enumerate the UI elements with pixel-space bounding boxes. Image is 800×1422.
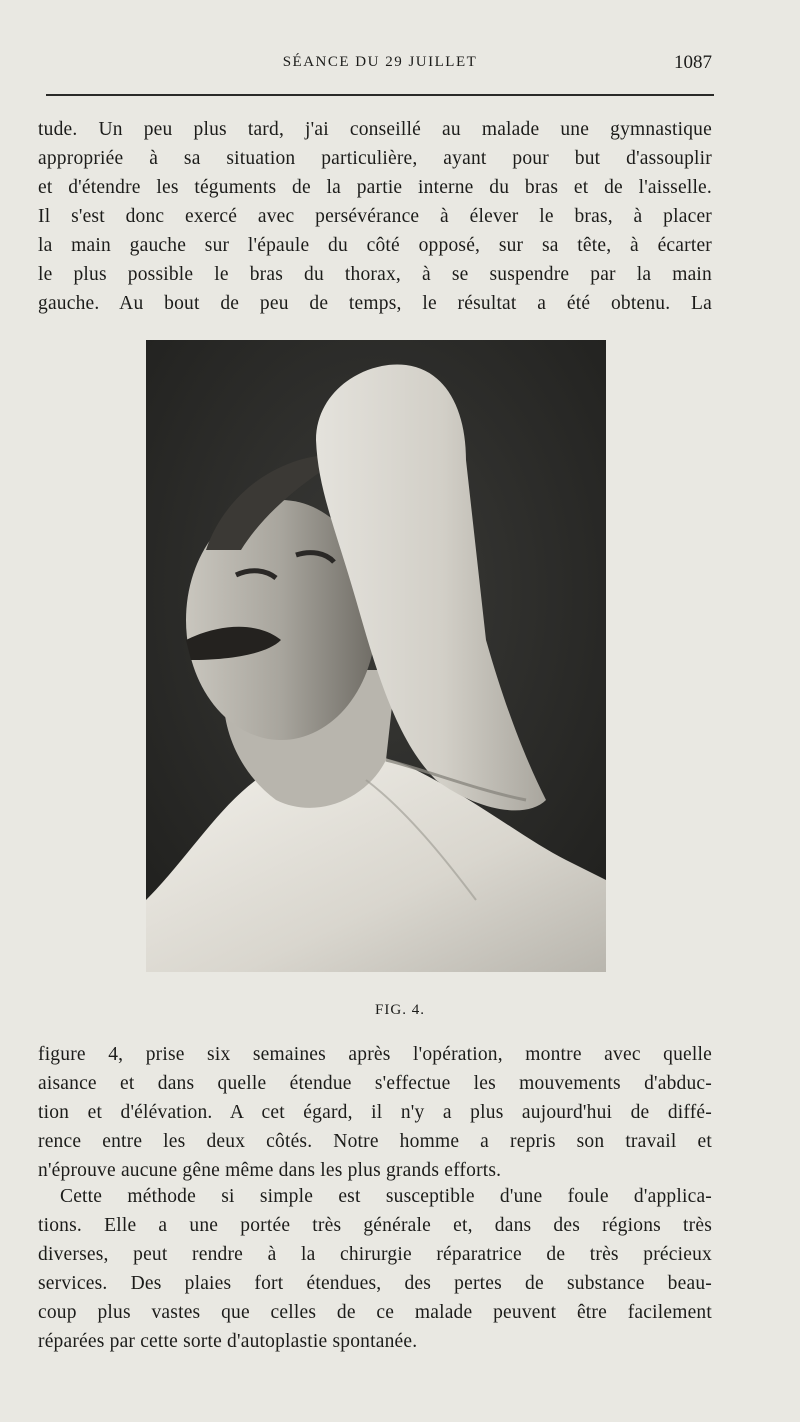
text-line: réparées par cette sorte d'autoplastie spontanée.: [38, 1331, 418, 1352]
text-line: le plus possible le bras du thorax, à se suspendre par la main: [38, 264, 712, 285]
text-line: gauche. Au bout de peu de temps, le résultat a été obtenu. La: [38, 293, 712, 314]
header-title: SÉANCE DU 29 JUILLET: [282, 54, 478, 70]
figure-caption: FIG. 4.: [375, 1002, 425, 1018]
text-line: coup plus vastes que celles de ce malade peuvent être facilement: [38, 1302, 712, 1323]
text-line: Cette méthode si simple est susceptible d'une foule d'applica-: [60, 1186, 712, 1207]
text-line: et d'étendre les téguments de la partie interne du bras et de l'aisselle.: [38, 177, 712, 198]
text-line: aisance et dans quelle étendue s'effectue les mouvements d'abduc-: [38, 1073, 712, 1094]
header-rule: [46, 94, 714, 96]
page-number: 1087: [674, 52, 712, 73]
text-line: tude. Un peu plus tard, j'ai conseillé au malade une gymnastique: [38, 119, 712, 140]
text-line: diverses, peut rendre à la chirurgie réparatrice de très précieux: [38, 1244, 712, 1265]
text-line: Il s'est donc exercé avec persévérance à élever le bras, à placer: [38, 206, 712, 227]
paragraph-2: [38, 1040, 712, 1185]
text-line: la main gauche sur l'épaule du côté opposé, sur sa tête, à écarter: [38, 235, 712, 256]
text-line: tions. Elle a une portée très générale et, dans des régions très: [38, 1215, 712, 1236]
paragraph-1: [38, 115, 712, 318]
text-line: rence entre les deux côtés. Notre homme a repris son travail et: [38, 1131, 712, 1152]
running-header: [46, 52, 714, 76]
text-line: appropriée à sa situation particulière, ayant pour but d'assouplir: [38, 148, 712, 169]
text-line: figure 4, prise six semaines après l'opération, montre avec quelle: [38, 1044, 712, 1065]
text-line: tion et d'élévation. A cet égard, il n'y a plus aujourd'hui de diffé-: [38, 1102, 712, 1123]
paragraph-3: [38, 1182, 712, 1356]
photo-illustration: [146, 340, 606, 972]
text-line: services. Des plaies fort étendues, des pertes de substance beau-: [38, 1273, 712, 1294]
text-line: n'éprouve aucune gêne même dans les plus grands efforts.: [38, 1160, 502, 1181]
figure-photograph: [146, 340, 606, 972]
